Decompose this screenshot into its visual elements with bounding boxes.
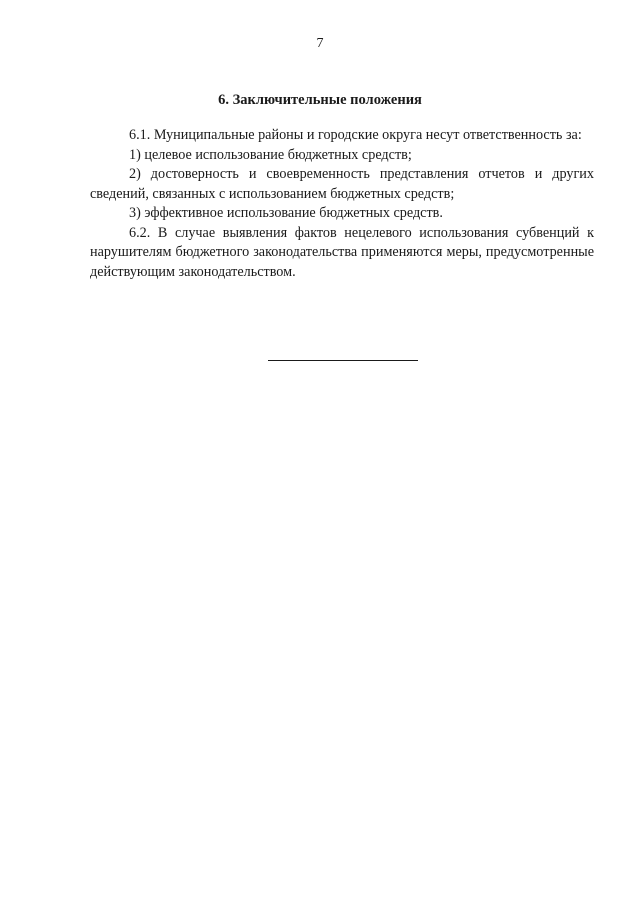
clause-6-2: 6.2. В случае выявления фактов нецелевого использования субвенций к нарушителям бюджетного законодательства применяются меры, предусмотренные действующим законодательством. — [90, 224, 594, 280]
clause-6-1: 6.1. Муниципальные районы и городские округа несут ответственность за: — [129, 127, 582, 143]
clause-item-1: 1) целевое использование бюджетных средств; — [129, 146, 412, 163]
clause-item-3: 3) эффективное использование бюджетных средств. — [129, 205, 443, 221]
section-body — [90, 126, 594, 282]
section-title: 6. Заключительные положения — [218, 92, 422, 108]
end-of-document-rule — [268, 360, 418, 361]
clause-item-2: 2) достоверность и своевременность представления отчетов и других сведений, связанных с использованием бюджетных средств; — [90, 166, 594, 202]
page-number: 7 — [316, 36, 324, 51]
